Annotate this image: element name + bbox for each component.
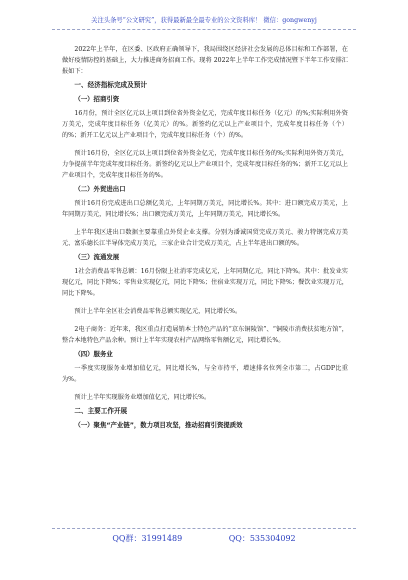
paragraph: 预计16月份完成进出口总额亿美元，上年同期万美元，同比增长%。其中：进口额完成万美元，上年同期万美元，同比增长%；出口额完成万美元，上年同期万美元，同比增长%。 <box>62 200 348 218</box>
paragraph: 预计16月份，全区亿元以上项目到位省外资金亿元，完成年度目标任务的%;实际利用外资万美元，力争提前半年完成年度目标任务。新签约亿元以上产业项目个，完成年度目标任务的%；新开工亿元以上产业项目个，完成年度目标任务的%。 <box>62 150 348 179</box>
footer-banner <box>52 528 356 547</box>
subsection-heading: （二）外贸进出口 <box>74 185 126 193</box>
document-body <box>62 44 348 434</box>
section-heading: 一、经济指标完成及预计 <box>74 81 147 89</box>
paragraph: 16月份，预计全区亿元以上项目到位省外资金亿元，完成年度目标任务（亿元）的%;实际利用外资万美元，完成年度目标任务（亿美元）的%。新签约亿元以上产业项目个，完成年度目标任务（个）的%；新开工亿元以上产业项目个，完成年度目标任务（个）的%。 <box>62 110 348 139</box>
footer-qq-group: QQ群：31991489 <box>112 534 183 543</box>
intro-paragraph: 2022年上半年，在区委、区政府正确领导下，我局围绕区经济社会发展的总体目标和工作部署，在做好疫情防控的基础上，大力推进商务招商工作。现将 2022年上半年工作完成情况暨下半年工作安排汇报如下： <box>62 46 348 75</box>
paragraph: 预计上半年全区社会消费品零售总额实现亿元，同比增长%。 <box>74 308 242 315</box>
subsection-heading: （一）招商引资 <box>74 95 120 103</box>
subsection-heading: （一）聚焦“产业链”，数力项目攻坚，推动招商引资提质效 <box>74 421 243 429</box>
subsection-heading: （三）流通发展 <box>74 253 120 261</box>
paragraph: 1社会消费品零售总额：16月份限上社消零完成亿元，上年同期亿元，同比下降%。其中：批发业实现亿元，同比下降%；零售业实现亿元，同比下降%；住宿业实现万元，同比下降%；餐饮业实现万元，同比下降%。 <box>62 268 348 297</box>
section-heading: 二、主要工作开展 <box>74 407 128 415</box>
paragraph: 上半年我区进出口数据主要靠重点外贸企业支撑。分别为潘诚国贸完成万美元、骏力特钢完成万美元、富乐德长江半导体完成万美元，三家企业合计完成万美元，占上半年进出口额的%。 <box>62 229 348 247</box>
subsection-heading: （四）服务业 <box>74 350 113 358</box>
header-banner: 关注头条号“公文研究”，获得最新最全最专业的公文资料库！ 微信：gongwenyj <box>52 12 356 30</box>
paragraph: 预计上半年实现服务业增加值亿元，同比增长%。 <box>74 394 211 401</box>
paragraph: 2电子商务：近年来，我区重点打造展销本土特色产品的“京东铜陵馆”、“铜陵市消费扶贫地方馆”，整合本地特色产品余种。预计上半年实现农村产品网络零售额亿元，同比增长%。 <box>62 326 348 344</box>
footer-qq: QQ：535304092 <box>228 534 296 543</box>
paragraph: 一季度实现服务业增加值亿元，同比增长%，与全市持平，增速排名位列全市第二，占GDP比重为%。 <box>62 365 348 383</box>
